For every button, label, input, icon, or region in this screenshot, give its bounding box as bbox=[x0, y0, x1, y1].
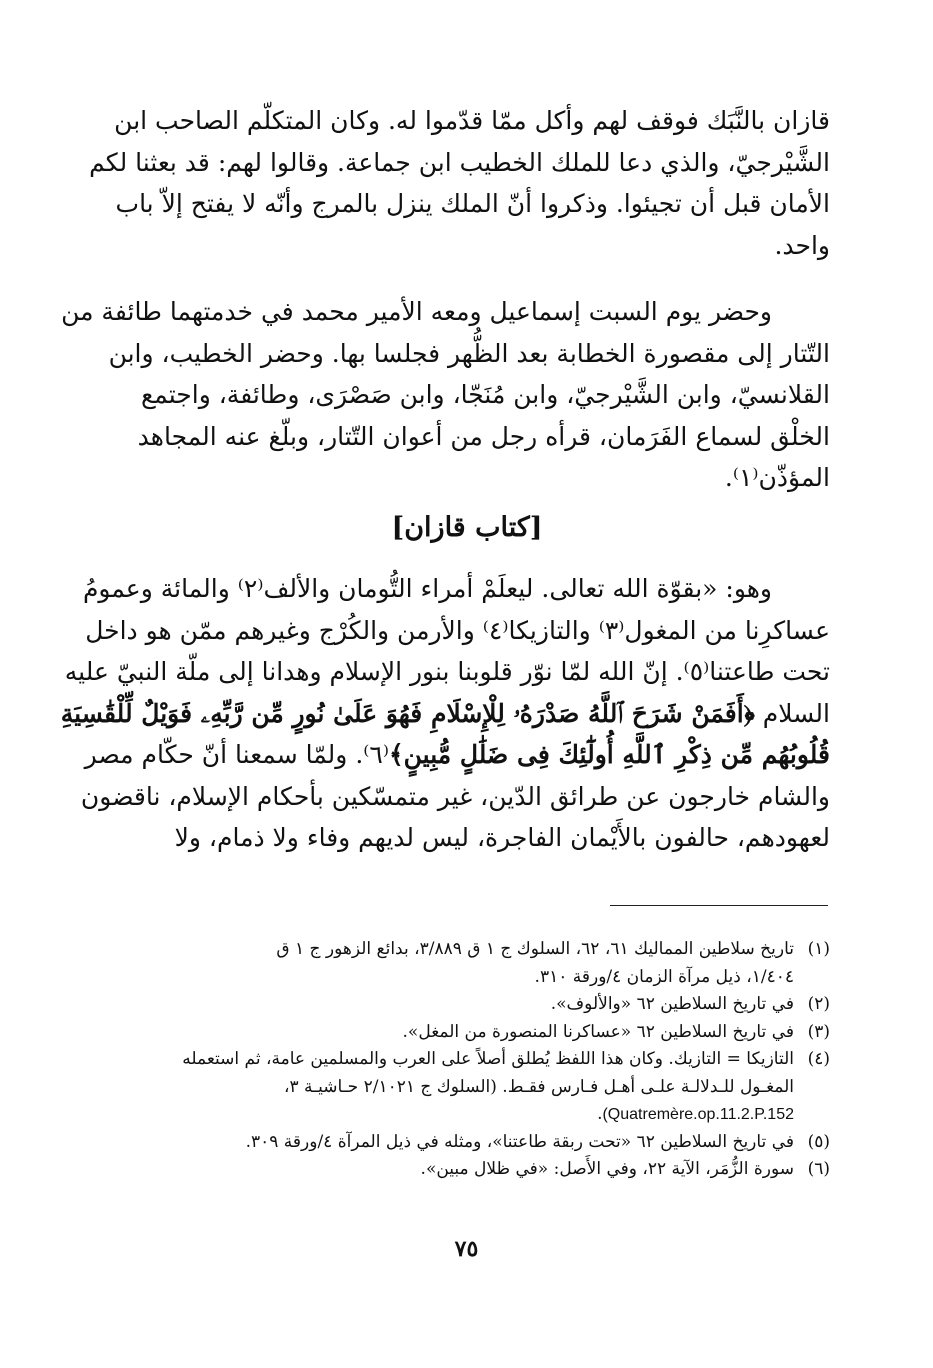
text-line: الأمان قبل أن تجيئوا. وذكروا أنّ الملك ينزل بالمرج وأنّه لا يفتح إلاّ باب bbox=[115, 189, 830, 218]
footnote bbox=[104, 1156, 830, 1184]
quran-verse: قُلُوبُهُم مِّن ذِكْرِ ٱللَّهِ أُولَٰٓئِكَ فِى ضَلَٰلٍ مُّبِينٍ﴾ bbox=[388, 740, 830, 769]
footnote-number: (٣) bbox=[807, 1021, 830, 1042]
paragraph-3 bbox=[60, 568, 830, 859]
footnote-divider bbox=[610, 905, 828, 906]
paragraph-2 bbox=[61, 291, 830, 499]
text-fragment: السلام bbox=[762, 698, 830, 728]
footnote bbox=[104, 936, 830, 991]
paragraph-1 bbox=[89, 100, 830, 266]
text-line: وحضر يوم السبت إسماعيل ومعه الأمير محمد في خدمتهما طائفة من bbox=[61, 297, 772, 326]
latin-reference: (Quatremère.op.11.2.P.152 bbox=[602, 1106, 794, 1123]
footnote-number: (٢) bbox=[807, 994, 830, 1014]
text-line: التّتار إلى مقصورة الخطابة بعد الظُّهر فجلسا بها. وحضر الخطيب، وابن bbox=[108, 338, 830, 368]
footnote-text bbox=[104, 1156, 794, 1184]
text-line: القلانسيّ، وابن الشَّيْرجيّ، وابن مُنَجّا، وابن صَصْرَى، وطائفة، واجتمع bbox=[141, 380, 830, 409]
text-line: المؤذّن⁽١⁾. bbox=[724, 463, 830, 492]
footnote-line bbox=[104, 1101, 794, 1129]
footnote-text bbox=[104, 936, 794, 991]
text-line bbox=[60, 693, 830, 735]
footnote-line: التازيكا = التازيك. وكان هذا اللفظ يُطلق أصلاً على العرب والمسلمين عامة، ثم استعمله bbox=[182, 1049, 794, 1069]
footnotes bbox=[104, 936, 830, 1184]
text-line: وهو: «بقوّة الله تعالى. ليعلَمْ أمراء التُّومان والألف⁽٢⁾ والمائة وعمومُ bbox=[82, 574, 772, 603]
text-line: تحت طاعتنا⁽٥⁾. إنّ الله لمّا نوّر قلوبنا بنور الإسلام وهدانا إلى ملّة النبيّ عليه bbox=[64, 657, 830, 686]
text-line: واحد. bbox=[774, 230, 830, 260]
text-line: لعهودهم، حالفون بالأَيْمان الفاجرة، ليس لديهم وفاء ولا ذمام، ولا bbox=[174, 823, 830, 852]
section-heading: [كتاب قازان] bbox=[391, 512, 543, 543]
text-fragment: . bbox=[597, 1104, 603, 1124]
footnote-line: في تاريخ السلاطين ٦٢ «تحت ربقة طاعتنا»، ومثله في ذيل المرآة ٤/ورقة ٣٠٩. bbox=[245, 1131, 794, 1152]
footnote-line: تاريخ سلاطين المماليك ٦١، ٦٢، السلوك ج ١ ق ٣/٨٨٩، بدائع الزهور ج ١ ق bbox=[276, 939, 794, 959]
footnote-line: المغـول للـدلالـة علـى أهـل فـارس فقـط. (السلوك ج ٢/١٠٢١ حـاشيـة ٣، bbox=[284, 1076, 794, 1097]
text-line: الشَّيْرجيّ، والذي دعا للملك الخطيب ابن جماعة. وقالوا لهم: قد بعثنا لكم bbox=[89, 147, 830, 177]
footnote bbox=[104, 1046, 830, 1129]
footnote-text bbox=[104, 991, 794, 1019]
footnote-number: (١) bbox=[807, 939, 830, 959]
quran-verse: ﴿أَفَمَنْ شَرَحَ ٱللَّهُ صَدْرَهُۥ لِلْإِسْلَامِ فَهُوَ عَلَىٰ نُورٍ مِّن رَّبِّهِۦ فَوَيْلٌ لِّلْقَٰسِيَةِ bbox=[60, 698, 755, 728]
footnote-text bbox=[104, 1046, 794, 1129]
text-line: عساكرِنا من المغول⁽٣⁾ والتازيكا⁽٤⁾ والأرمن والكُرْج وغيرهم ممّن هو داخل bbox=[85, 615, 830, 645]
footnote-number: (٤) bbox=[807, 1049, 830, 1069]
page-number: ٧٥ bbox=[454, 1236, 479, 1262]
footnote-line: سورة الزُّمَر، الآية ٢٢، وفي الأَصل: «في ظلال مبين». bbox=[420, 1159, 794, 1179]
footnote-number: (٦) bbox=[807, 1159, 830, 1179]
text-line: الخلْق لسماع الفَرَمان، قرأه رجل من أعوان التّتار، وبلّغ عنه المجاهد bbox=[137, 421, 830, 451]
text-line: قازان بالنَّبَك فوقف لهم وأكل ممّا قدّموا له. وكان المتكلّم الصاحب ابن bbox=[114, 106, 830, 135]
text-fragment: ⁽٦⁾. ولمّا سمعنا أنّ حكّام مصر bbox=[84, 740, 389, 769]
footnote-text bbox=[104, 1019, 794, 1047]
footnote bbox=[104, 991, 830, 1019]
footnote-line: في تاريخ السلاطين ٦٢ «والألوف». bbox=[550, 994, 794, 1014]
text-line bbox=[84, 734, 830, 776]
footnote-number: (٥) bbox=[807, 1131, 830, 1152]
text-line: والشام خارجون عن طرائق الدّين، غير متمسّكين بأحكام الإسلام، ناقضون bbox=[80, 781, 830, 811]
footnote-text bbox=[104, 1129, 794, 1157]
footnote-line: ١/٤٠٤، ذيل مرآة الزمان ٤/ورقة ٣١٠. bbox=[534, 966, 794, 987]
footnote bbox=[104, 1129, 830, 1157]
footnote-line: في تاريخ السلاطين ٦٢ «عساكرنا المنصورة من المغل». bbox=[402, 1021, 794, 1042]
footnote bbox=[104, 1019, 830, 1047]
